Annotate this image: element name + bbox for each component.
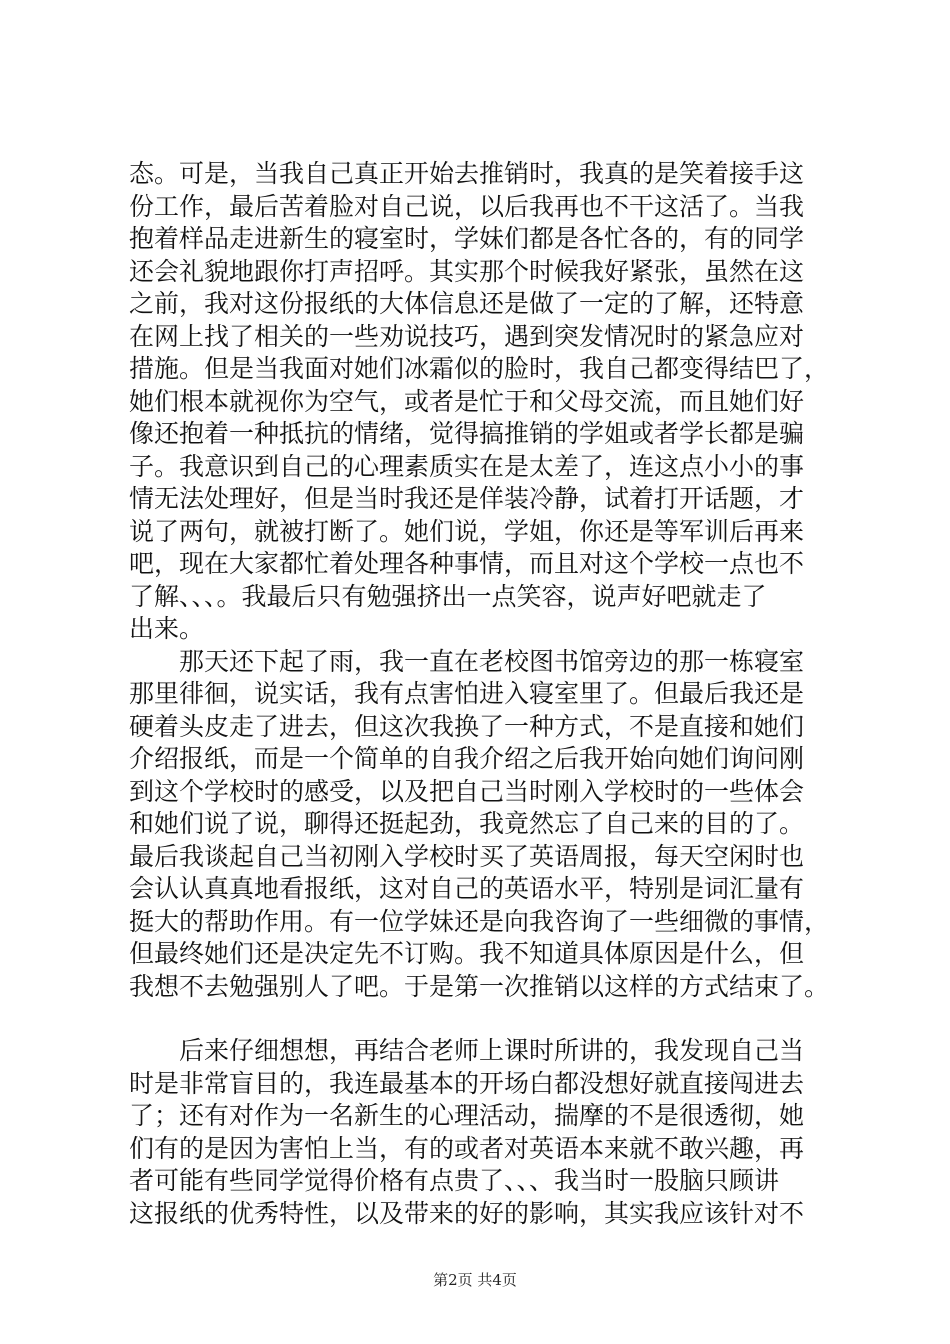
text-line: 说了两句，就被打断了。她们说，学姐，你还是等军训后再来 (129, 516, 805, 546)
text-line: 挺大的帮助作用。有一位学妹还是向我咨询了一些细微的事情， (129, 906, 830, 936)
text-line: 了；还有对作为一名新生的心理活动，揣摩的不是很透彻，她 (129, 1101, 805, 1130)
page-number: 第2页 共4页 (433, 1271, 517, 1289)
text-line: 但最终她们还是决定先不订购。我不知道具体原因是什么，但 (129, 939, 805, 968)
text-line: 们有的是因为害怕上当，有的或者对英语本来就不敢兴趣，再 (129, 1133, 805, 1163)
text-line: 会认认真真地看报纸，这对自己的英语水平，特别是词汇量有 (129, 874, 805, 903)
text-line: 在网上找了相关的一些劝说技巧，遇到突发情况时的紧急应对 (129, 321, 805, 351)
text-line: 她们根本就视你为空气，或者是忙于和父母交流，而且她们好 (129, 386, 805, 416)
text-line: 出来。 (129, 614, 205, 643)
paragraph-block-1 (129, 158, 849, 1003)
text-line: 子。我意识到自己的心理素质实在是太差了，连这点小小的事 (129, 451, 805, 481)
text-line: 了解、、、。我最后只有勉强挤出一点笑容，说声好吧就走了 (129, 581, 767, 611)
text-line: 情无法处理好，但是当时我还是佯装冷静，试着打开话题，才 (129, 484, 805, 513)
text-line: 到这个学校时的感受，以及把自己当时刚入学校时的一些体会 (129, 776, 805, 806)
text-line: 抱着样品走进新生的寝室时，学妹们都是各忙各的，有的同学 (129, 224, 805, 253)
paragraph-block-2 (129, 1035, 849, 1230)
text-line: 硬着头皮走了进去，但这次我换了一种方式，不是直接和她们 (129, 711, 805, 741)
text-line: 我想不去勉强别人了吧。于是第一次推销以这样的方式结束了。 (129, 971, 830, 1001)
document-body (129, 158, 849, 1230)
text-line: 时是非常盲目的，我连最基本的开场白都没想好就直接闯进去 (129, 1068, 805, 1098)
text-line: 那天还下起了雨，我一直在老校图书馆旁边的那一栋寝室 (129, 646, 805, 676)
text-line: 像还抱着一种抵抗的情绪，觉得搞推销的学姐或者学长都是骗 (129, 419, 805, 448)
text-line: 态。可是，当我自己真正开始去推销时，我真的是笑着接手这 (129, 159, 805, 188)
text-line: 那里徘徊，说实话，我有点害怕进入寝室里了。但最后我还是 (129, 679, 805, 708)
text-line: 份工作，最后苦着脸对自己说，以后我再也不干这活了。当我 (129, 191, 805, 221)
text-line: 这报纸的优秀特性，以及带来的好的影响，其实我应该针对不 (129, 1198, 805, 1228)
text-line: 吧，现在大家都忙着处理各种事情，而且对这个学校一点也不 (129, 549, 805, 578)
paragraph-gap (129, 1003, 849, 1035)
text-line: 后来仔细想想，再结合老师上课时所讲的，我发现自己当 (129, 1036, 805, 1065)
text-line: 最后我谈起自己当初刚入学校时买了英语周报，每天空闲时也 (129, 841, 805, 871)
text-line: 者可能有些同学觉得价格有点贵了、、、我当时一股脑只顾讲 (129, 1166, 780, 1195)
text-line: 和她们说了说，聊得还挺起劲，我竟然忘了自己来的目的了。 (129, 809, 805, 838)
text-line: 还会礼貌地跟你打声招呼。其实那个时候我好紧张，虽然在这 (129, 256, 805, 286)
text-line: 介绍报纸，而是一个简单的自我介绍之后我开始向她们询问刚 (129, 744, 805, 773)
text-line: 之前，我对这份报纸的大体信息还是做了一定的了解，还特意 (129, 289, 805, 318)
text-line: 措施。但是当我面对她们冰霜似的脸时，我自己都变得结巴了， (129, 354, 830, 383)
